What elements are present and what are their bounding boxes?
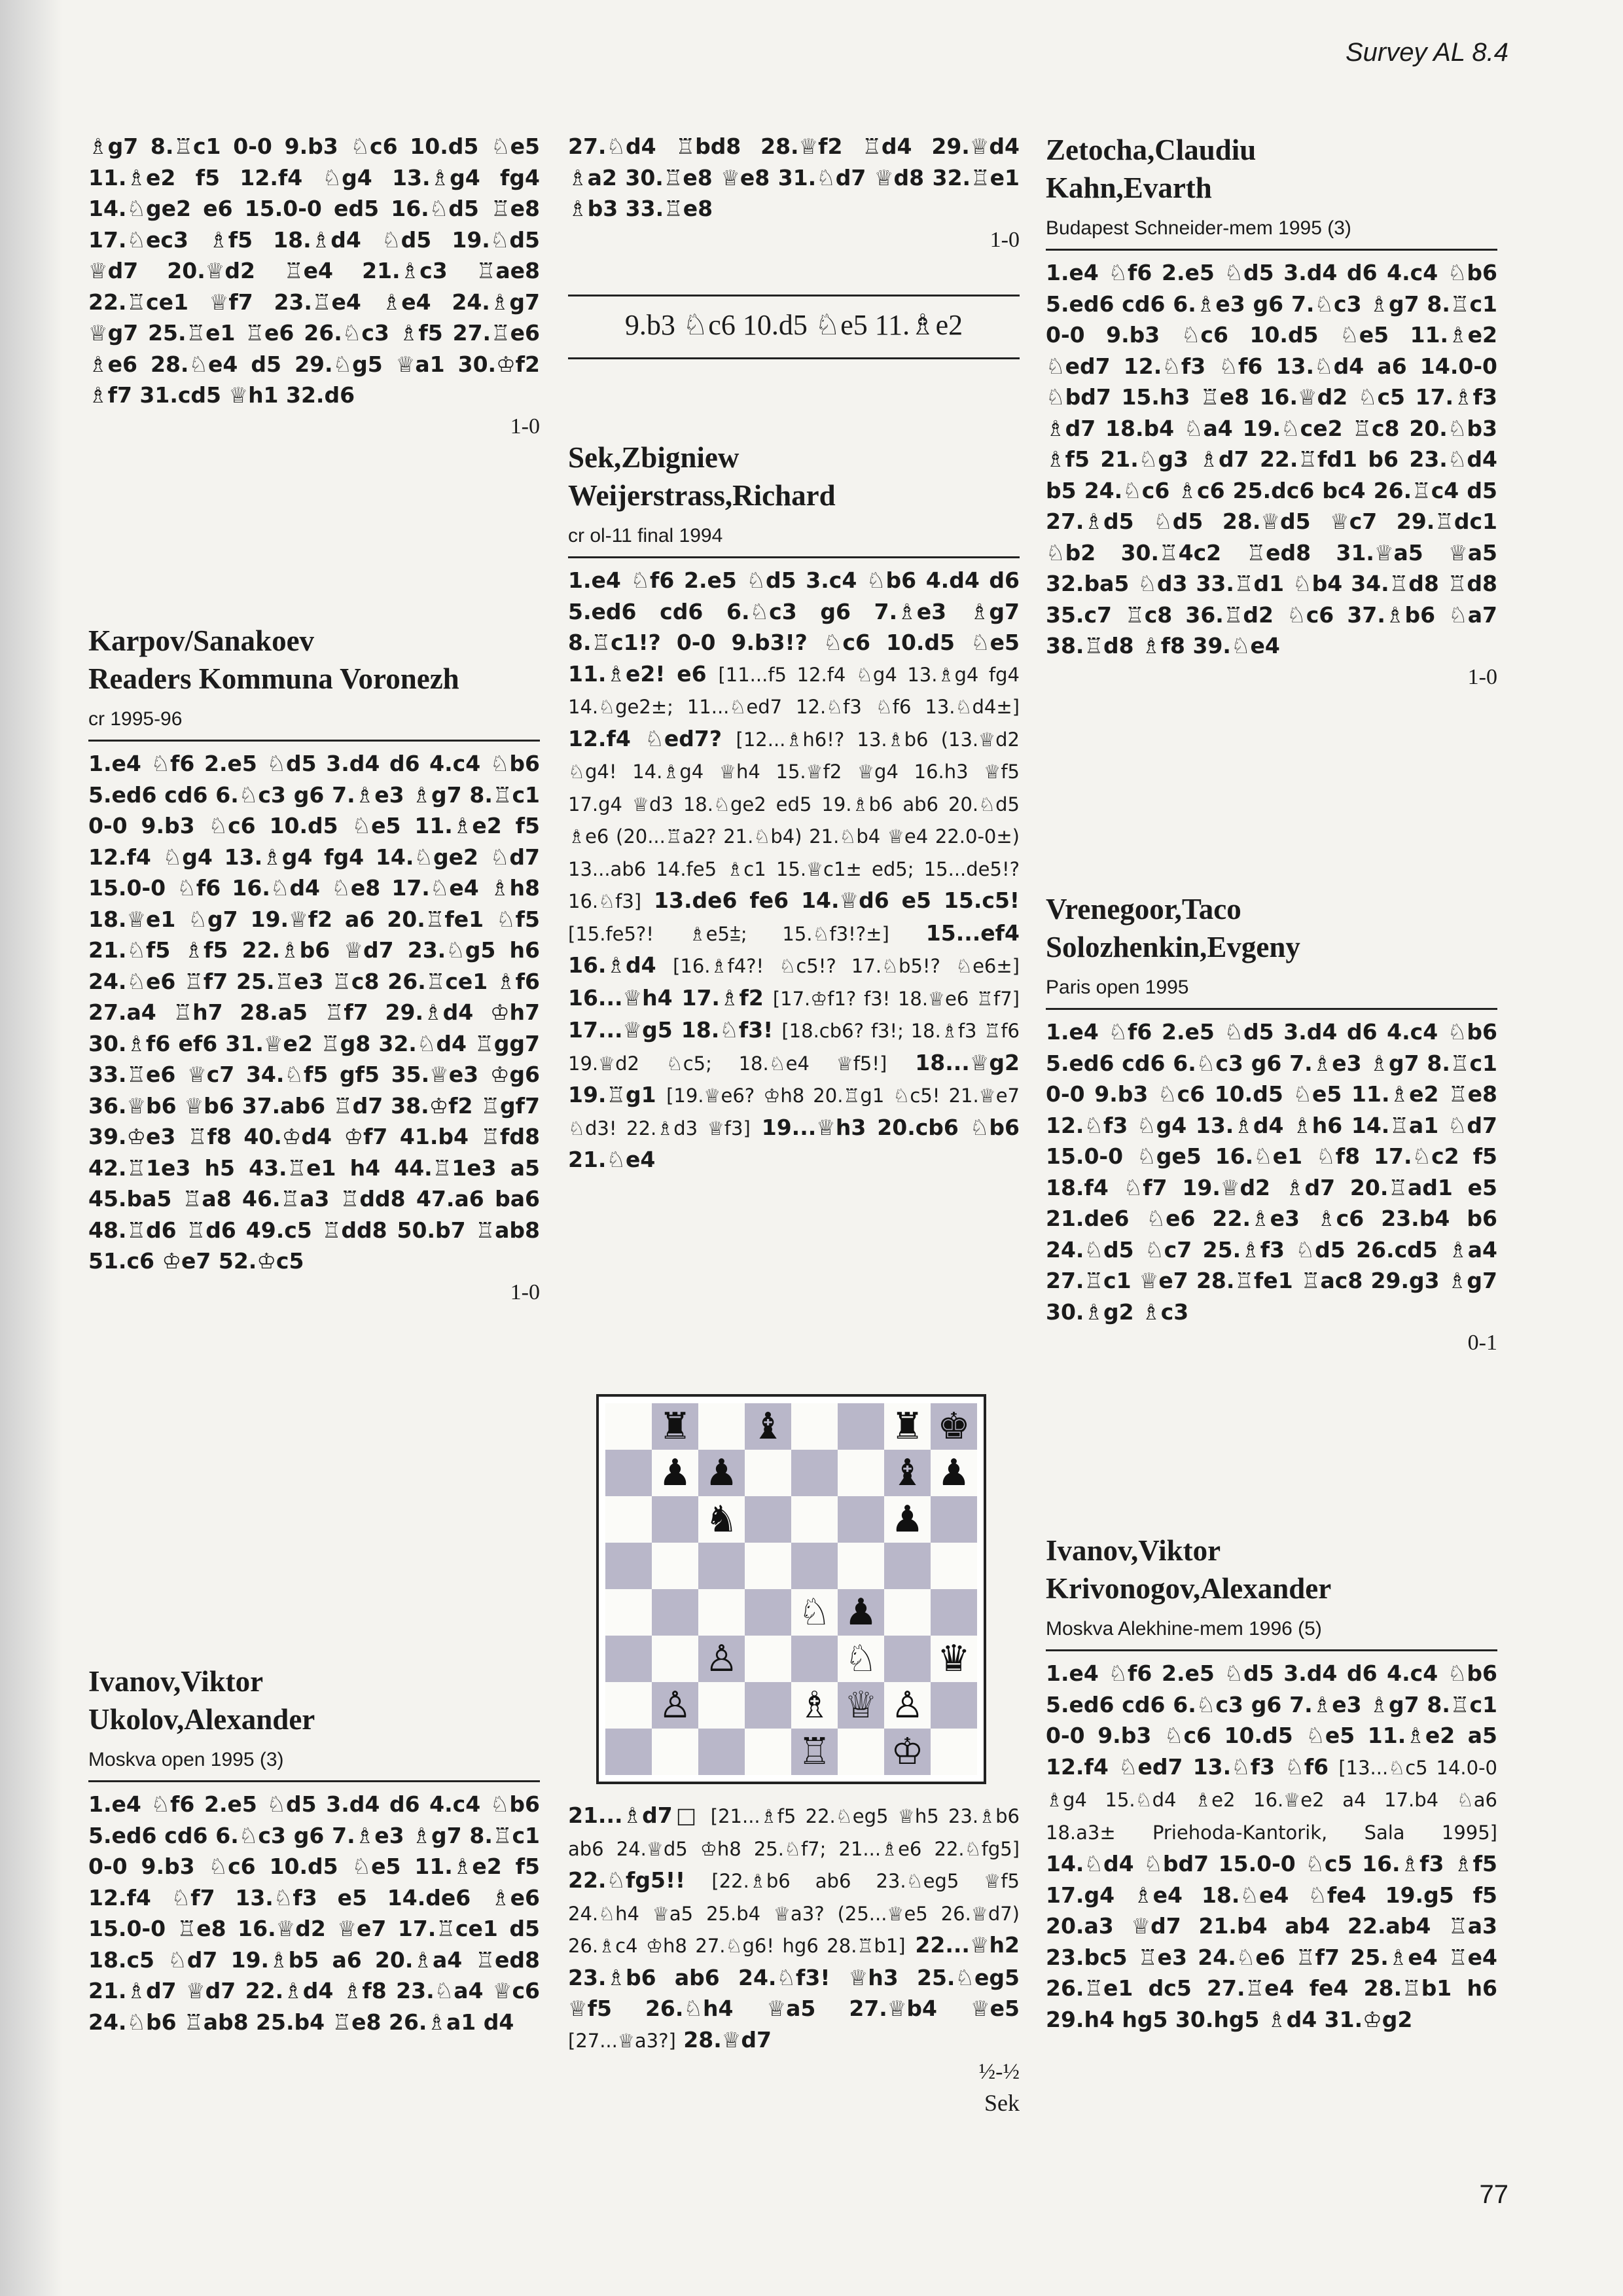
square-a4 bbox=[605, 1589, 652, 1636]
chess-diagram bbox=[596, 1394, 986, 1784]
square-c7: ♟ bbox=[698, 1450, 745, 1496]
game-moves: 1.e4 ♘f6 2.e5 ♘d5 3.d4 d6 4.c4 ♘b6 5.ed6 cd6 6.♘c3 g6 7.♗e3 ♗g7 8.♖c1 0-0 9.b3 ♘c6 10.d5 ♘e5 11.♗e2 ♖e8 12.♘f3 ♘g4 13.♗d4 ♗h6 14.♖a1 ♘d7 15.0-0 ♘ge5 16.♘e1 ♘f8 17.♘c2 f5 18.f4 ♘f7 19.♕d2 ♗d7 20.♖ad1 e5 21.de6 ♘e6 22.♗e3 ♗c6 23.b4 b6 24.♘d5 ♘c7 25.♗f3 ♘d5 26.cd5 ♗a4 27.♖c1 ♕e7 28.♖fe1 ♖ac8 29.g3 ♗g7 30.♗g2 ♗c3 0-1 bbox=[1046, 1016, 1497, 1359]
square-c1 bbox=[698, 1729, 745, 1775]
square-h6 bbox=[931, 1496, 977, 1543]
square-a8 bbox=[605, 1403, 652, 1450]
square-d3 bbox=[745, 1636, 791, 1682]
game-result: 1-0 bbox=[990, 227, 1020, 252]
annotator-signature: Sek bbox=[984, 2089, 1020, 2116]
game-result: ½-½ bbox=[978, 2060, 1020, 2084]
square-f5 bbox=[838, 1543, 884, 1589]
chess-board bbox=[605, 1403, 977, 1775]
game-zetocha-kahn bbox=[1046, 131, 1497, 692]
game-vrenegoor-solozhenkin bbox=[1046, 890, 1497, 1359]
square-f8 bbox=[838, 1403, 884, 1450]
continued-game-moves: 27.♘d4 ♖bd8 28.♕f2 ♖d4 29.♕d4 ♗a2 30.♖e8 ♕e8 31.♘d7 ♕d8 32.♖e1 ♗b3 33.♖e8 1-0 bbox=[568, 131, 1020, 255]
annotation: [13...♘c5 14.0-0 ♗g4 15.♘d4 ♗e2 16.♕e2 a4 17.b4 ♘a6 18.a3± Priehoda-Kantorik, Sala 1995] bbox=[1046, 1756, 1497, 1844]
white-player: Vrenegoor,Taco bbox=[1046, 893, 1241, 925]
event-info: Moskva Alekhine-mem 1996 (5) bbox=[1046, 1618, 1497, 1651]
square-g2: ♙ bbox=[884, 1682, 931, 1729]
game-moves-with-notes: 1.e4 ♘f6 2.e5 ♘d5 3.c4 ♘b6 4.d4 d6 5.ed6 cd6 6.♘c3 g6 7.♗e3 ♗g7 8.♖c1!? 0-0 9.b3!? ♘c6 10.d5 ♘e5 11.♗e2! e6 [11...f5 12.f4 ♘g4 13.♗g4 fg4 14.♘ge2±; 11...♘ed7 12.♘f3 ♘f6 13.♘d4±] 12.f4 ♘ed7? [12...♗h6!? 13.♗b6 (13.♕d2 ♘g4! 14.♗g4 ♕h4 15.♕f2 ♕g4 16.h3 ♕f5 17.g4 ♕d3 18.♘ge2 ed5 19.♗b6 ab6 20.♘d5 ♗e6 (20...♖a2? 21.♘b4) 21.♘b4 ♕e4 22.0-0±) 13...ab6 14.fe5 ♗c1 15.♕c1± ed5; 15...de5!? 16.♘f3] 13.de6 fe6 14.♕d6 e5 15.c5! [15.fe5?! ♗e5⩲; 15.♘f3!?±] 15...ef4 16.♗d4 [16.♗f4?! ♘c5!? 17.♘b5!? ♘e6±] 16...♕h4 17.♗f2 [17.♔f1? f3! 18.♕e6 ♖f7] 17...♕g5 18.♘f3! [18.cb6? f3!; 18.♗f3 ♖f6 19.♕d2 ♘c5; 18.♘e4 ♕f5!] 18...♕g2 19.♖g1 [19.♕e6? ♔h8 20.♖g1 ♘c5! 21.♕e7 ♘d3! 22.♗d3 ♕f3] 19...♕h3 20.cb6 ♘b6 21.♘e4 bbox=[568, 567, 1020, 1172]
page-edge-shadow bbox=[0, 0, 62, 2296]
square-a5 bbox=[605, 1543, 652, 1589]
annotation: [21...♗f5 22.♘eg5 ♕h5 23.♗b6 ab6 24.♕d5 ♔h8 25.♘f7; 21...♗e6 22.♘fg5] bbox=[568, 1805, 1020, 1860]
square-c2 bbox=[698, 1682, 745, 1729]
game-result: 1-0 bbox=[1467, 664, 1497, 689]
continued-game-moves: ♗g7 8.♖c1 0-0 9.b3 ♘c6 10.d5 ♘e5 11.♗e2 f5 12.f4 ♘g4 13.♗g4 fg4 14.♘ge2 e6 15.0-0 ed5 16.♘d5 ♖e8 17.♘ec3 ♗f5 18.♗d4 ♘d5 19.♘d5 ♕d7 20.♕d2 ♖e4 21.♗c3 ♖ae8 22.♖ce1 ♕f7 23.♖e4 ♗e4 24.♗g7 ♕g7 25.♖e1 ♖e6 26.♘c3 ♗f5 27.♖e6 ♗e6 28.♘e4 d5 29.♘g5 ♕a1 30.♔f2 ♗f7 31.cd5 ♕h1 32.d6 1-0 bbox=[88, 131, 540, 442]
square-f2: ♕ bbox=[838, 1682, 884, 1729]
square-f6 bbox=[838, 1496, 884, 1543]
square-a3 bbox=[605, 1636, 652, 1682]
running-head: Survey AL 8.4 bbox=[1345, 38, 1508, 67]
square-b2: ♙ bbox=[652, 1682, 698, 1729]
event-info: Moskva open 1995 (3) bbox=[88, 1749, 540, 1782]
square-a7 bbox=[605, 1450, 652, 1496]
square-d8: ♝ bbox=[745, 1403, 791, 1450]
white-player: Zetocha,Claudiu bbox=[1046, 134, 1257, 166]
page-number: 77 bbox=[1479, 2180, 1508, 2209]
annotation: [19.♕e6? ♔h8 20.♖g1 ♘c5! 21.♕e7 ♘d3! 22.♗d3 ♕f3] bbox=[568, 1085, 1020, 1139]
white-player: Karpov/Sanakoev bbox=[88, 624, 315, 657]
square-b1 bbox=[652, 1729, 698, 1775]
square-b3 bbox=[652, 1636, 698, 1682]
white-player: Ivanov,Viktor bbox=[88, 1665, 264, 1698]
square-a1 bbox=[605, 1729, 652, 1775]
square-h4 bbox=[931, 1589, 977, 1636]
square-c8 bbox=[698, 1403, 745, 1450]
black-player: Weijerstrass,Richard bbox=[568, 479, 836, 512]
annotation: [11...f5 12.f4 ♘g4 13.♗g4 fg4 14.♘ge2±; 11...♘ed7 12.♘f3 ♘f6 13.♘d4±] bbox=[568, 663, 1020, 718]
black-player: Krivonogov,Alexander bbox=[1046, 1572, 1332, 1605]
game-moves: 1.e4 ♘f6 2.e5 ♘d5 3.d4 d6 4.c4 ♘b6 5.ed6 cd6 6.♘c3 g6 7.♗e3 ♗g7 8.♖c1 0-0 9.b3 ♘c6 10.d5 ♘e5 11.♗e2 f5 12.f4 ♘f7 13.♘f3 e5 14.de6 ♗e6 15.0-0 ♖e8 16.♕d2 ♕e7 17.♖ce1 d5 18.c5 ♘d7 19.♗b5 a6 20.♗a4 ♖ed8 21.♗d7 ♕d7 22.♗d4 ♗f8 23.♘a4 ♕c6 24.♘b6 ♖ab8 25.b4 ♖e8 26.♗a1 d4 bbox=[88, 1791, 540, 2035]
square-e3 bbox=[791, 1636, 838, 1682]
square-d2 bbox=[745, 1682, 791, 1729]
event-info: Paris open 1995 bbox=[1046, 977, 1497, 1010]
square-b8: ♜ bbox=[652, 1403, 698, 1450]
event-info: cr ol-11 final 1994 bbox=[568, 525, 1020, 558]
square-d5 bbox=[745, 1543, 791, 1589]
square-d4 bbox=[745, 1589, 791, 1636]
square-f1 bbox=[838, 1729, 884, 1775]
game-sek-weijerstrass bbox=[568, 439, 1020, 2116]
square-e1: ♖ bbox=[791, 1729, 838, 1775]
column-1 bbox=[88, 131, 540, 2035]
square-h8: ♚ bbox=[931, 1403, 977, 1450]
annotation: [18.cb6? f3!; 18.♗f3 ♖f6 19.♕d2 ♘c5; 18.♘e4 ♕f5!] bbox=[568, 1020, 1020, 1075]
game-ivanov-ukolov bbox=[88, 1662, 540, 2037]
black-player: Kahn,Evarth bbox=[1046, 171, 1212, 204]
annotation: [15.fe5?! ♗e5⩲; 15.♘f3!?±] bbox=[568, 922, 889, 945]
black-player: Readers Kommuna Voronezh bbox=[88, 662, 459, 695]
game-result: 0-1 bbox=[1467, 1331, 1497, 1355]
square-c4 bbox=[698, 1589, 745, 1636]
square-e4: ♘ bbox=[791, 1589, 838, 1636]
annotation: [12...♗h6!? 13.♗b6 (13.♕d2 ♘g4! 14.♗g4 ♕h4 15.♕f2 ♕g4 16.h3 ♕f5 17.g4 ♕d3 18.♘ge2 ed5 19.♗b6 ab6 20.♘d5 ♗e6 (20...♖a2? 21.♘b4) 21.♘b4 ♕e4 22.0-0±) 13...ab6 14.fe5 ♗c1 15.♕c1± ed5; 15...de5!? 16.♘f3] bbox=[568, 728, 1020, 912]
event-info: Budapest Schneider-mem 1995 (3) bbox=[1046, 217, 1497, 251]
game-moves: 1.e4 ♘f6 2.e5 ♘d5 3.d4 d6 4.c4 ♘b6 5.ed6 cd6 6.♘c3 g6 7.♗e3 ♗g7 8.♖c1 0-0 9.b3 ♘c6 10.d5 ♘e5 11.♗e2 f5 12.f4 ♘g4 13.♗g4 fg4 14.♘ge2 ♘d7 15.0-0 ♘f6 16.♘d4 ♘e8 17.♘e4 ♗h8 18.♕e1 ♘g7 19.♕f2 a6 20.♖fe1 ♘f5 21.♘f5 ♗f5 22.♗b6 ♕d7 23.♘g5 h6 24.♘e6 ♖f7 25.♖e3 ♖c8 26.♖ce1 ♗f6 27.a4 ♖h7 28.a5 ♖f7 29.♗d4 ♔h7 30.♗f6 ef6 31.♕e2 ♖g8 32.♘d4 ♖gg7 33.♖e6 ♕c7 34.♘f5 gf5 35.♕e3 ♔g6 36.♕b6 ♕b6 37.ab6 ♖d7 38.♔f2 ♖gf7 39.♔e3 ♖f8 40.♔d4 ♔f7 41.b4 ♖fd8 42.♖1e3 h5 43.♖e1 h4 44.♖1e3 a5 45.ba5 ♖a8 46.♖a3 ♖dd8 47.a6 ba6 48.♖d6 ♖d6 49.c5 ♖dd8 50.b7 ♖ab8 51.c6 ♔e7 52.♔c5 1-0 bbox=[88, 748, 540, 1308]
key-position-line: 9.b3 ♘c6 10.d5 ♘e5 11.♗e2 bbox=[568, 295, 1020, 359]
square-b5 bbox=[652, 1543, 698, 1589]
game-karpov-sanakoev bbox=[88, 622, 540, 1308]
square-a2 bbox=[605, 1682, 652, 1729]
square-h7: ♟ bbox=[931, 1450, 977, 1496]
square-b6 bbox=[652, 1496, 698, 1543]
game-ivanov-krivonogov bbox=[1046, 1532, 1497, 2035]
annotation: [17.♔f1? f3! 18.♕e6 ♖f7] bbox=[772, 987, 1020, 1010]
square-b7: ♟ bbox=[652, 1450, 698, 1496]
event-info: cr 1995-96 bbox=[88, 708, 540, 742]
white-player: Ivanov,Viktor bbox=[1046, 1534, 1221, 1567]
game-moves-with-notes: 1.e4 ♘f6 2.e5 ♘d5 3.d4 d6 4.c4 ♘b6 5.ed6 cd6 6.♘c3 g6 7.♗e3 ♗g7 8.♖c1 0-0 9.b3 ♘c6 10.d5 ♘e5 11.♗e2 a5 12.f4 ♘ed7 13.♘f3 ♘f6 [13...♘c5 14.0-0 ♗g4 15.♘d4 ♗e2 16.♕e2 a4 17.b4 ♘a6 18.a3± Priehoda-Kantorik, Sala 1995] 14.♘d4 ♘bd7 15.0-0 ♘c5 16.♗f3 ♗f5 17.g4 ♗e4 18.♘e4 ♘fe4 19.g5 f5 20.a3 ♕d7 21.b4 ab4 22.ab4 ♖a3 23.bc5 ♖e3 24.♘e6 ♖f7 25.♗e4 ♖e4 26.♖e1 dc5 27.♖e4 fe4 28.♖b1 h6 29.h4 hg5 30.hg5 ♗d4 31.♔g2 bbox=[1046, 1660, 1497, 2032]
square-e2: ♗ bbox=[791, 1682, 838, 1729]
square-g1: ♔ bbox=[884, 1729, 931, 1775]
square-e7 bbox=[791, 1450, 838, 1496]
square-f7 bbox=[838, 1450, 884, 1496]
square-d7 bbox=[745, 1450, 791, 1496]
square-e5 bbox=[791, 1543, 838, 1589]
game-result: 1-0 bbox=[510, 414, 540, 439]
square-c5 bbox=[698, 1543, 745, 1589]
square-g5 bbox=[884, 1543, 931, 1589]
square-g3 bbox=[884, 1636, 931, 1682]
annotation: [27...♕a3?] bbox=[568, 2029, 676, 2052]
square-c3: ♙ bbox=[698, 1636, 745, 1682]
square-g6: ♟ bbox=[884, 1496, 931, 1543]
square-c6: ♞ bbox=[698, 1496, 745, 1543]
square-g8: ♜ bbox=[884, 1403, 931, 1450]
square-h3: ♛ bbox=[931, 1636, 977, 1682]
square-a6 bbox=[605, 1496, 652, 1543]
square-e8 bbox=[791, 1403, 838, 1450]
square-b4 bbox=[652, 1589, 698, 1636]
game-result: 1-0 bbox=[510, 1280, 540, 1304]
square-d1 bbox=[745, 1729, 791, 1775]
black-player: Solozhenkin,Evgeny bbox=[1046, 931, 1300, 963]
white-player: Sek,Zbigniew bbox=[568, 441, 740, 474]
square-f3: ♘ bbox=[838, 1636, 884, 1682]
game-moves-continuation: 21...♗d7□ [21...♗f5 22.♘eg5 ♕h5 23.♗b6 ab6 24.♕d5 ♔h8 25.♘f7; 21...♗e6 22.♘fg5] 22.♘fg5!! [22.♗b6 ab6 23.♘eg5 ♕f5 24.♘h4 ♕a5 25.b4 ♕a3? (25...♕e5 26.♕d7) 26.♗c4 ♔h8 27.♘g6! hg6 28.♖b1] 22...♕h2 23.♗b6 ab6 24.♘f3! ♕h3 25.♘eg5 ♕f5 26.♘h4 ♕a5 27.♕b4 ♕e5 [27...♕a3?] 28.♕d7 ½-½ Sek bbox=[568, 1800, 1020, 2119]
square-d6 bbox=[745, 1496, 791, 1543]
square-e6 bbox=[791, 1496, 838, 1543]
square-h5 bbox=[931, 1543, 977, 1589]
square-h2 bbox=[931, 1682, 977, 1729]
game-moves: 1.e4 ♘f6 2.e5 ♘d5 3.d4 d6 4.c4 ♘b6 5.ed6 cd6 6.♗e3 g6 7.♘c3 ♗g7 8.♖c1 0-0 9.b3 ♘c6 10.d5 ♘e5 11.♗e2 ♘ed7 12.♘f3 ♘f6 13.♘d4 a6 14.0-0 ♘bd7 15.h3 ♖e8 16.♕d2 ♘c5 17.♗f3 ♗d7 18.b4 ♘a4 19.♘ce2 ♖c8 20.♘b3 ♗f5 21.♘g3 ♗d7 22.♖fd1 b6 23.♘d4 b5 24.♘c6 ♗c6 25.dc6 bc4 26.♖c4 d5 27.♗d5 ♘d5 28.♕d5 ♕c7 29.♖dc1 ♘b2 30.♖4c2 ♖ed8 31.♕a5 ♕a5 32.ba5 ♘d3 33.♖d1 ♘b4 34.♖d8 ♖d8 35.c7 ♖c8 36.♖d2 ♘c6 37.♗b6 ♘a7 38.♖d8 ♗f8 39.♘e4 1-0 bbox=[1046, 257, 1497, 692]
square-g7: ♝ bbox=[884, 1450, 931, 1496]
column-2 bbox=[568, 131, 1020, 2116]
annotation: [22.♗b6 ab6 23.♘eg5 ♕f5 24.♘h4 ♕a5 25.b4 ♕a3? (25...♕e5 26.♕d7) 26.♗c4 ♔h8 27.♘g6! hg6 28.♖b1] bbox=[568, 1870, 1020, 1957]
black-player: Ukolov,Alexander bbox=[88, 1703, 315, 1736]
annotation: [16.♗f4?! ♘c5!? 17.♘b5!? ♘e6±] bbox=[673, 955, 1020, 977]
square-h1 bbox=[931, 1729, 977, 1775]
square-f4: ♟ bbox=[838, 1589, 884, 1636]
square-g4 bbox=[884, 1589, 931, 1636]
